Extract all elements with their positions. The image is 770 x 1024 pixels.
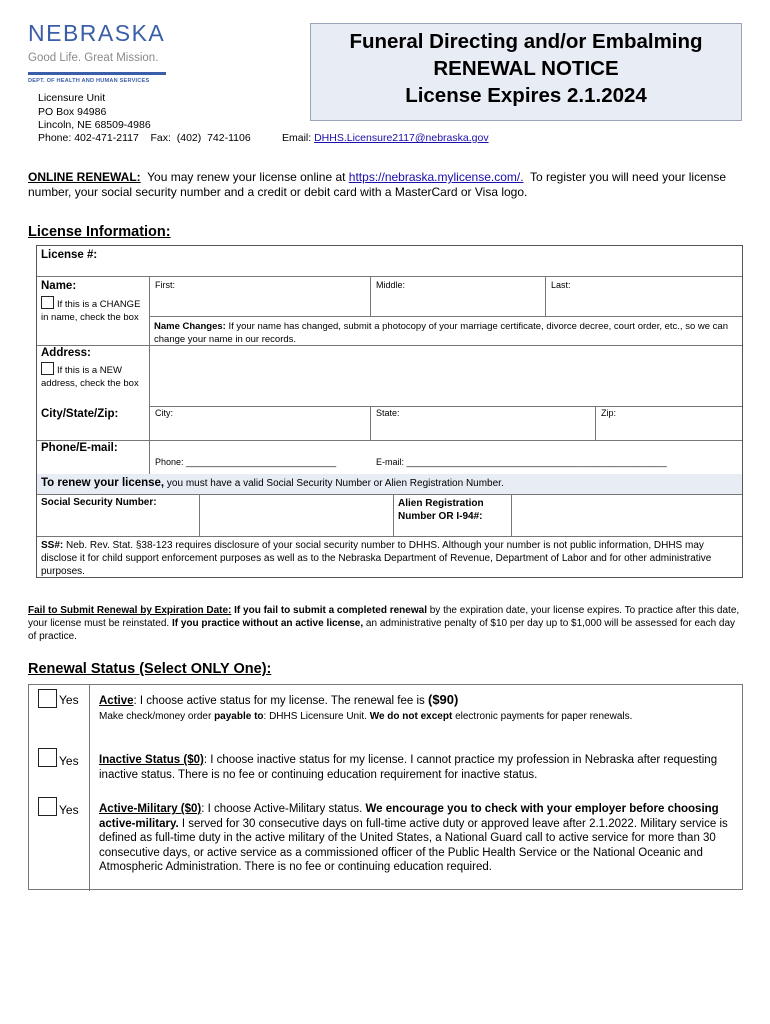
address-new-checkbox[interactable] [41, 362, 54, 375]
alien-registration-input[interactable] [513, 496, 738, 534]
military-status-option [99, 802, 735, 875]
logo-department: DEPT. OF HEALTH AND HUMAN SERVICES [28, 78, 150, 84]
last-name-label: Last: [551, 280, 571, 290]
col-divider [595, 406, 596, 440]
email-label: Email: [282, 132, 315, 144]
license-expiry: License Expires 2.1.2024 [405, 84, 647, 107]
active-checkbox[interactable] [38, 689, 57, 708]
col-divider [149, 406, 150, 440]
phone-field[interactable]: Phone: ______________________________ [155, 457, 337, 467]
address-label: Address: [41, 347, 91, 359]
col-divider [545, 276, 546, 316]
military-bold: We encourage you to check with your employer before choosing active-military. [99, 803, 719, 830]
military-text-1: : I choose Active-Military status. [201, 803, 366, 815]
active-line2a: Make check/money order [99, 710, 215, 722]
military-label: Active-Military ($0) [99, 803, 202, 815]
address-new-label: If this is a NEW address, check the box [41, 365, 139, 389]
address-unit: Licensure Unit [38, 92, 106, 104]
ssn-disclosure-note [41, 539, 736, 578]
inactive-text: : I choose inactive status for my license. I cannot practice my profession in Nebraska after requesting inactive status. There is no fee or continuing education requirement for inactive status. [99, 754, 718, 781]
form-title: Funeral Directing and/or Embalming [349, 30, 703, 53]
renew-notice [41, 477, 504, 489]
phone-fax: Phone: 402-471-2117 Fax: (402) 742-1106 [38, 132, 251, 144]
fail-text-1: by the expiration date, your license expires. To practice after this date, your license must be reinstated. [28, 605, 740, 629]
col-divider [370, 406, 371, 440]
email-line [282, 132, 489, 144]
fail-bold-1: If you fail to submit a completed renewal [231, 605, 427, 616]
online-renewal-text-2: To register you will need your license number, your social security number and a credit or debit card with a MasterCard or Visa logo. [28, 170, 730, 199]
col-divider [393, 494, 394, 536]
logo-divider [28, 72, 166, 75]
logo-wordmark: NEBRASKA [28, 20, 166, 46]
ssn-label: Social Security Number: [41, 497, 157, 508]
military-yes-label: Yes [59, 803, 79, 817]
address-city: Lincoln, NE 68509-4986 [38, 119, 151, 131]
online-renewal [28, 170, 743, 200]
active-noexcept: We do not except [369, 710, 453, 722]
ssn-note-label: SS#: [41, 540, 64, 551]
mailing-address [38, 92, 151, 133]
renewal-status-heading: Renewal Status (Select ONLY One): [28, 661, 272, 677]
name-label: Name: [41, 280, 77, 292]
inactive-label: Inactive Status ($0) [99, 754, 204, 766]
email-field[interactable]: E-mail: ____________________________________________________ [376, 457, 667, 467]
inactive-status-option [99, 753, 735, 782]
military-checkbox[interactable] [38, 797, 57, 816]
address-new-checkbox-group[interactable] [41, 362, 145, 390]
row-divider [37, 276, 742, 277]
row-divider [37, 345, 742, 346]
zip-label: Zip: [601, 408, 617, 418]
renewal-status-box [28, 684, 743, 890]
alien-registration-label: Alien Registration Number OR I-94#: [398, 498, 484, 522]
active-line2c: electronic payments for paper renewals. [452, 710, 633, 722]
renew-notice-bold: To renew your license, [41, 477, 165, 489]
fail-to-submit-notice [28, 604, 743, 643]
city-state-zip-label: City/State/Zip: [41, 408, 119, 420]
renew-notice-text: you must have a valid Social Security Number or Alien Registration Number. [164, 478, 504, 489]
first-name-label: First: [155, 280, 175, 290]
military-text-2: I served for 30 consecutive days on full-time active duty or approved leave after 2.1.2022. Military service is defined as full-time duty in the active military of the United States, a National Guard call to active service for more than 30 consecutive days, or active service as a commissioned officer of the Public Health Service or the National Oceanic and Atmospheric Administration. There is no fee or continuing education required. [99, 817, 728, 873]
active-yes-label: Yes [59, 693, 79, 707]
ssn-input[interactable] [199, 496, 389, 534]
middle-name-label: Middle: [376, 280, 406, 290]
row-divider [37, 440, 742, 441]
name-changes-text: If your name has changed, submit a photocopy of your marriage certificate, divorce decree, court order, etc., so we can change your name in our records. [154, 321, 728, 345]
name-change-label: If this is a CHANGE in name, check the box [41, 299, 141, 323]
address-po-box: PO Box 94986 [38, 105, 107, 118]
active-line2b: : DHHS Licensure Unit. [263, 710, 370, 722]
status-divider [89, 685, 90, 891]
name-changes-note [154, 320, 734, 346]
license-info-heading: License Information: [28, 224, 171, 240]
col-divider [149, 276, 150, 406]
name-changes-label: Name Changes: [154, 321, 226, 332]
col-divider [511, 494, 512, 536]
fail-text-2: an administrative penalty of $10 per day up to $1,000 will be assessed for each day of practice. [28, 618, 736, 642]
online-renewal-text: You may renew your license online at [140, 170, 349, 184]
fail-label: Fail to Submit Renewal by Expiration Date: [28, 605, 232, 616]
active-label: Active [99, 695, 134, 707]
inactive-checkbox[interactable] [38, 748, 57, 767]
row-divider [37, 494, 742, 495]
license-number-label: License #: [41, 249, 98, 261]
active-text: : I choose active status for my license. The renewal fee is [133, 695, 428, 707]
row-divider [149, 316, 742, 317]
phone-email-label: Phone/E-mail: [41, 442, 118, 454]
col-divider [149, 440, 150, 474]
row-divider [37, 536, 742, 537]
logo-tagline: Good Life. Great Mission. [28, 52, 159, 64]
active-payment-note [99, 711, 632, 722]
city-label: City: [155, 408, 173, 418]
state-label: State: [376, 408, 400, 418]
name-change-checkbox[interactable] [41, 296, 54, 309]
online-renewal-link[interactable]: https://nebraska.mylicense.com/. [348, 170, 524, 184]
email-link[interactable]: DHHS.Licensure2117@nebraska.gov [314, 132, 489, 144]
active-status-option [99, 693, 735, 724]
name-change-checkbox-group[interactable] [41, 296, 145, 324]
inactive-yes-label: Yes [59, 754, 79, 768]
form-subtitle: RENEWAL NOTICE [433, 57, 619, 80]
ssn-note-text: Neb. Rev. Stat. §38-123 requires disclosure of your social security number to DHHS. Although your number is not public information, DHHS may disclose it for child support enforcement purposes as well as to the Nebraska Department of Revenue, Department of Labor and for other administrative purposes. [41, 540, 712, 577]
row-divider [149, 406, 742, 407]
active-payable: payable to [214, 710, 264, 722]
title-box [310, 23, 742, 121]
col-divider [370, 276, 371, 316]
online-renewal-label: ONLINE RENEWAL: [28, 170, 141, 184]
license-info-table [36, 245, 743, 578]
active-fee: ($90) [427, 692, 459, 707]
fail-bold-2: If you practice without an active license, [171, 618, 364, 629]
